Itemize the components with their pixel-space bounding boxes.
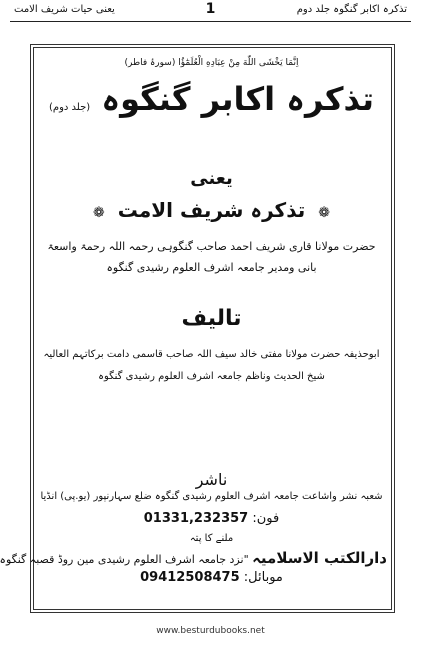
quran-verse: اِنَّمَا یَخْشَى اللّٰهَ مِنْ عِبَادِهِ الْعُلَمٰٓؤُا (سورۂ فاطر) <box>124 58 299 68</box>
phone-number: 01331,232357 <box>143 511 249 526</box>
volume-label: (جلد دوم) <box>49 102 91 113</box>
publisher-phone <box>36 511 387 526</box>
bookstore <box>0 549 387 567</box>
author-name: ابوحذیفہ حضرت مولانا مفتی خالد سیف اللہ صاحب قاسمی دامت برکاتہم العالیہ <box>43 349 380 360</box>
book-subtitle <box>36 198 387 222</box>
subject-title: بانی ومدیر جامعہ اشرف العلوم رشیدی گنگوہ <box>106 261 317 274</box>
subtitle-text: تذکرہ شریف الامت <box>117 198 306 222</box>
header-subtitle: یعنی حیات شریف الامت <box>14 4 115 15</box>
publisher-name: شعبہ نشر واشاعت جامعہ اشرف العلوم رشیدی گنگوہ ضلع سہارنپور (یو.پی) انڈیا <box>40 491 383 502</box>
subject-name: حضرت مولانا قاری شریف احمد صاحب گنگوہی رحمہ اللہ رحمۃ واسعۃ <box>47 240 376 253</box>
header-rule <box>10 21 411 22</box>
footer-url: www.besturdubooks.net <box>156 626 265 636</box>
publisher-heading: ناشر <box>195 470 228 489</box>
author-title: شیخ الحدیث وناظم جامعہ اشرف العلوم رشیدی گنگوہ <box>98 371 325 382</box>
bookstore-name: دارالکتب الاسلامیہ <box>252 549 387 567</box>
mobile-label: موبائل: <box>243 570 283 585</box>
mobile-number: 09412508475 <box>140 570 240 585</box>
ornament-right-icon: ❁ <box>318 205 330 221</box>
page-number: 1 <box>205 1 216 17</box>
bookstore-address: "نزد جامعہ اشرف العلوم رشیدی مین روڈ قصبہ گنگوہ <box>0 553 249 566</box>
phone-label: فون: <box>252 511 280 526</box>
available-at-label: ملنے کا پتہ <box>189 533 234 544</box>
yani-label: یعنی <box>190 168 233 189</box>
book-title-text: تذکرہ اکابر گنگوہ <box>101 80 374 118</box>
header-book-title: تذکرہ اکابر گنگوہ جلد دوم <box>296 4 407 15</box>
running-header <box>0 0 421 20</box>
ornament-left-icon: ❁ <box>93 205 105 221</box>
book-title <box>36 80 387 118</box>
mobile-contact <box>36 570 387 585</box>
compiled-by-heading: تالیف <box>181 306 242 331</box>
